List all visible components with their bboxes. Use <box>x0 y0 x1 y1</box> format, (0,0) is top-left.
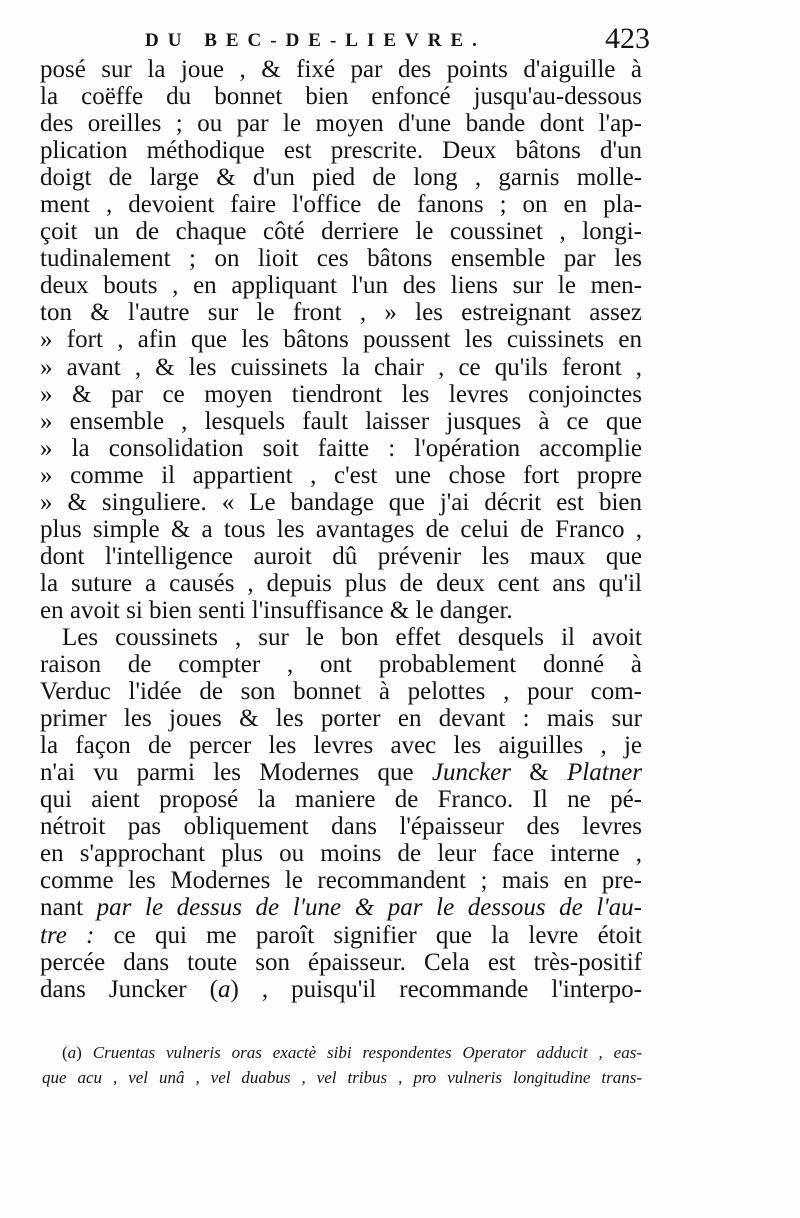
text-line-segment: dont l'intelligence auroit dû prévenir les maux que <box>40 542 642 570</box>
text-line-segment: Juncker <box>431 759 511 787</box>
text-line <box>40 732 642 759</box>
text-line <box>40 949 642 976</box>
text-line-segment: raison de compter , ont probablement donné à <box>40 651 642 679</box>
text-line <box>40 570 642 597</box>
footnote-line-segment: ( <box>62 1043 68 1062</box>
text-line <box>40 299 642 326</box>
text-line-segment: ) , puisqu'il recommande l'interpo- <box>230 975 642 1003</box>
text-line-segment: qui aient proposé la maniere de Franco. Il ne pé- <box>40 786 642 814</box>
text-line-segment: nant <box>40 894 97 922</box>
body-text <box>40 56 642 1003</box>
text-line-segment: doigt de large & d'un pied de long , garnis molle- <box>40 164 642 192</box>
text-line <box>40 678 642 705</box>
text-line <box>40 137 642 164</box>
text-line-segment: » comme il appartient , c'est une chose fort propre <box>40 461 642 489</box>
text-line <box>40 976 642 1003</box>
text-line-segment: » & par ce moyen tiendront les levres conjoinctes <box>40 380 642 408</box>
text-line-segment: plication méthodique est prescrite. Deux bâtons d'un <box>40 137 642 165</box>
text-line-segment: tre : <box>40 921 95 949</box>
text-line-segment: en avoit si bien senti l'insuffisance & le danger. <box>40 596 513 624</box>
text-line <box>40 326 642 353</box>
text-line-segment: ce qui me paroît signifier que la levre étoit <box>94 921 643 949</box>
text-line-segment: Les coussinets , sur le bon effet desquels il avoit <box>62 623 642 651</box>
text-line-segment: n'ai vu parmi les Modernes que <box>40 759 432 787</box>
footnote-line-segment: Cruentas vulneris oras exactè sibi respondentes Operator adducit , eas- <box>92 1043 642 1062</box>
footnote-line-segment: que acu , vel unâ , vel duabus , vel tribus , pro vulneris longitudine trans- <box>42 1068 642 1087</box>
text-line-segment: plus simple & a tous les avantages de celui de Franco , <box>40 515 642 543</box>
text-line-segment: » fort , afin que les bâtons poussent les cuissinets en <box>40 326 642 354</box>
text-line-segment: dans Juncker ( <box>40 975 218 1003</box>
text-line <box>40 624 642 651</box>
text-line <box>40 894 642 921</box>
text-line <box>40 867 642 894</box>
text-line-segment: » avant , & les cuissinets la chair , ce qu'ils feront , <box>40 353 642 381</box>
text-line <box>40 759 642 786</box>
text-line-segment: » la consolidation soit faitte : l'opération accomplie <box>40 434 642 462</box>
text-line <box>40 786 642 813</box>
text-line-segment: primer les joues & les porter en devant : mais sur <box>40 705 642 733</box>
text-line <box>40 56 642 83</box>
text-line-segment: des oreilles ; ou par le moyen d'une bande dont l'ap- <box>40 110 642 138</box>
text-line <box>40 462 642 489</box>
text-line-segment: la suture a causés , depuis plus de deux cent ans qu'il <box>40 569 642 597</box>
text-line-segment: » ensemble , lesquels fault laisser jusques à ce que <box>40 407 642 435</box>
text-line <box>40 543 642 570</box>
text-line-segment: Verduc l'idée de son bonnet à pelottes , pour com- <box>40 678 642 706</box>
footnote-line <box>42 1065 642 1090</box>
text-line <box>40 408 642 435</box>
text-line-segment: en s'approchant plus ou moins de leur face interne , <box>40 840 642 868</box>
text-line-segment: par le dessus de l'une & par le dessous de l'au- <box>96 894 642 922</box>
text-line-segment: Platner <box>567 759 643 787</box>
text-line-segment: » & singuliere. « Le bandage que j'ai décrit est bien <box>40 488 642 516</box>
text-line <box>40 813 642 840</box>
footnote-line-segment: ) <box>76 1043 93 1062</box>
text-line-segment: a <box>217 975 231 1003</box>
text-line-segment: percée dans toute son épaisseur. Cela est très-positif <box>40 948 642 976</box>
text-line <box>40 922 642 949</box>
text-line-segment: ment , devoient faire l'office de fanons ; on en pla- <box>40 191 642 219</box>
text-line <box>40 705 642 732</box>
text-line <box>40 110 642 137</box>
text-line <box>40 272 642 299</box>
text-line-segment: la coëffe du bonnet bien enfoncé jusqu'au-dessous <box>40 83 642 111</box>
page-number: 423 <box>605 22 650 55</box>
text-line <box>40 245 642 272</box>
text-line <box>40 516 642 543</box>
running-title: DU BEC-DE-LIEVRE. <box>145 30 486 51</box>
footnote <box>42 1040 642 1090</box>
text-line <box>40 435 642 462</box>
text-line-segment: tudinalement ; on lioit ces bâtons ensemble par les <box>40 245 642 273</box>
text-line <box>40 840 642 867</box>
text-line-segment: posé sur la joue , & fixé par des points d'aiguille à <box>40 56 642 83</box>
text-line-segment: & <box>511 759 568 787</box>
text-line <box>40 651 642 678</box>
text-line-segment: çoit un de chaque côté derriere le coussinet , longi- <box>40 218 642 246</box>
text-line <box>40 164 642 191</box>
text-line-segment: la façon de percer les levres avec les aiguilles , je <box>40 732 642 760</box>
footnote-line <box>62 1040 642 1065</box>
text-line <box>40 381 642 408</box>
text-line <box>40 83 642 110</box>
text-line-segment: comme les Modernes le recommandent ; mais en pre- <box>40 867 642 895</box>
text-line <box>40 218 642 245</box>
text-line-segment: nétroit pas obliquement dans l'épaisseur des levres <box>40 813 642 841</box>
text-line-segment: deux bouts , en appliquant l'un des liens sur le men- <box>40 272 642 300</box>
text-line <box>40 191 642 218</box>
text-line-segment: ton & l'autre sur le front , » les estreignant assez <box>40 299 642 327</box>
text-line <box>40 489 642 516</box>
footnote-line-segment: a <box>67 1043 77 1062</box>
text-line <box>40 597 642 624</box>
text-line <box>40 354 642 381</box>
